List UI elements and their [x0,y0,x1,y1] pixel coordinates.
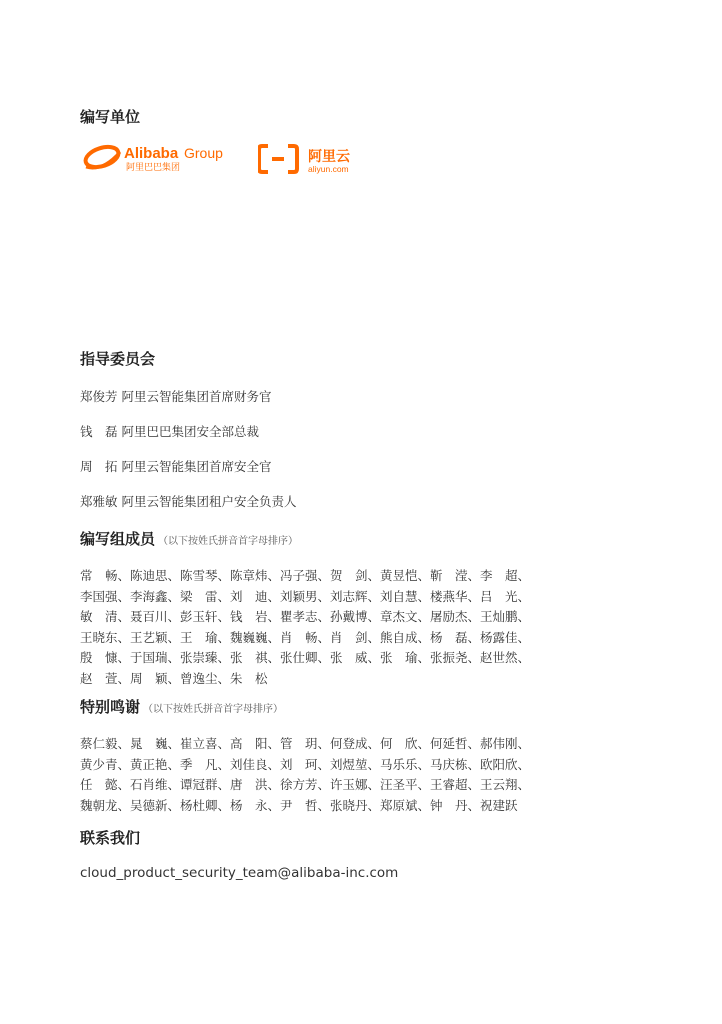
section-title-steering: 指导委员会 [80,350,156,368]
writers-list [80,566,540,689]
thanks-row: 任 懿、石肖维、谭冠群、唐 洪、徐方芳、许玉娜、汪圣平、王睿超、王云翔、 [80,777,531,792]
writers-row: 李国强、李海鑫、梁 雷、刘 迪、刘颖男、刘志辉、刘自慧、楼燕华、吕 光、 [80,588,531,604]
section-title-authors: 编写单位 [80,108,141,126]
writers-sort-note: （以下按姓氏拼音首字母排序） [158,536,299,547]
writers-row: 赵 萱、周 颖、曾逸尘、朱 松 [80,670,268,686]
thanks-sort-note: （以下按姓氏拼音首字母排序） [143,704,284,715]
section-title-thanks [80,696,283,717]
section-title-writers [80,528,298,549]
writers-row: 敏 清、聂百川、彭玉轩、钱 岩、瞿孝志、孙戴博、章杰文、屠励杰、王灿鹏、 [80,609,531,624]
steering-member: 钱 磊 阿里巴巴集团安全部总裁 [80,424,259,439]
thanks-list [80,734,540,816]
alibaba-chinese-text: 阿里巴巴集团 [126,163,181,173]
steering-member: 周 拓 阿里云智能集团首席安全官 [80,459,272,474]
thanks-row: 黄少青、黄正艳、季 凡、刘佳良、刘 珂、刘煜堃、马乐乐、马庆栋、欧阳欣、 [80,756,531,772]
thanks-row: 蔡仁毅、晁 巍、崔立喜、高 阳、管 玥、何登成、何 欣、何延哲、郝伟刚、 [80,736,531,751]
contact-email[interactable]: cloud_product_security_team@alibaba-inc.com [80,865,399,881]
alibaba-group-text: Group [184,145,223,161]
steering-member: 郑俊芳 阿里云智能集团首席财务官 [80,389,272,404]
aliyun-domain-text: aliyun.com [308,164,349,174]
thanks-row: 魏朝龙、吴德新、杨杜卿、杨 永、尹 哲、张晓丹、郑原斌、钟 丹、祝建跃 [80,797,518,813]
aliyun-chinese-text: 阿里云 [308,149,350,165]
thanks-title-text: 特别鸣谢 [80,698,141,716]
aliyun-logo [258,142,358,176]
alibaba-group-logo [82,142,242,174]
writers-row: 王晓东、王艺颖、王 瑜、魏巍巍、肖 畅、肖 剑、熊自成、杨 磊、杨露佳、 [80,629,531,645]
steering-member: 郑雅敏 阿里云智能集团租户安全负责人 [80,494,297,509]
writers-row: 殷 慷、于国瑞、张崇臻、张 祺、张仕卿、张 威、张 瑜、张振尧、赵世然、 [80,650,531,665]
alibaba-brand-text: Alibaba [124,145,179,162]
writers-row: 常 畅、陈迪思、陈雪琴、陈章炜、冯子强、贺 剑、黄昱恺、靳 滢、李 超、 [80,568,531,583]
section-title-contact: 联系我们 [80,829,141,847]
writers-title-text: 编写组成员 [80,530,156,548]
